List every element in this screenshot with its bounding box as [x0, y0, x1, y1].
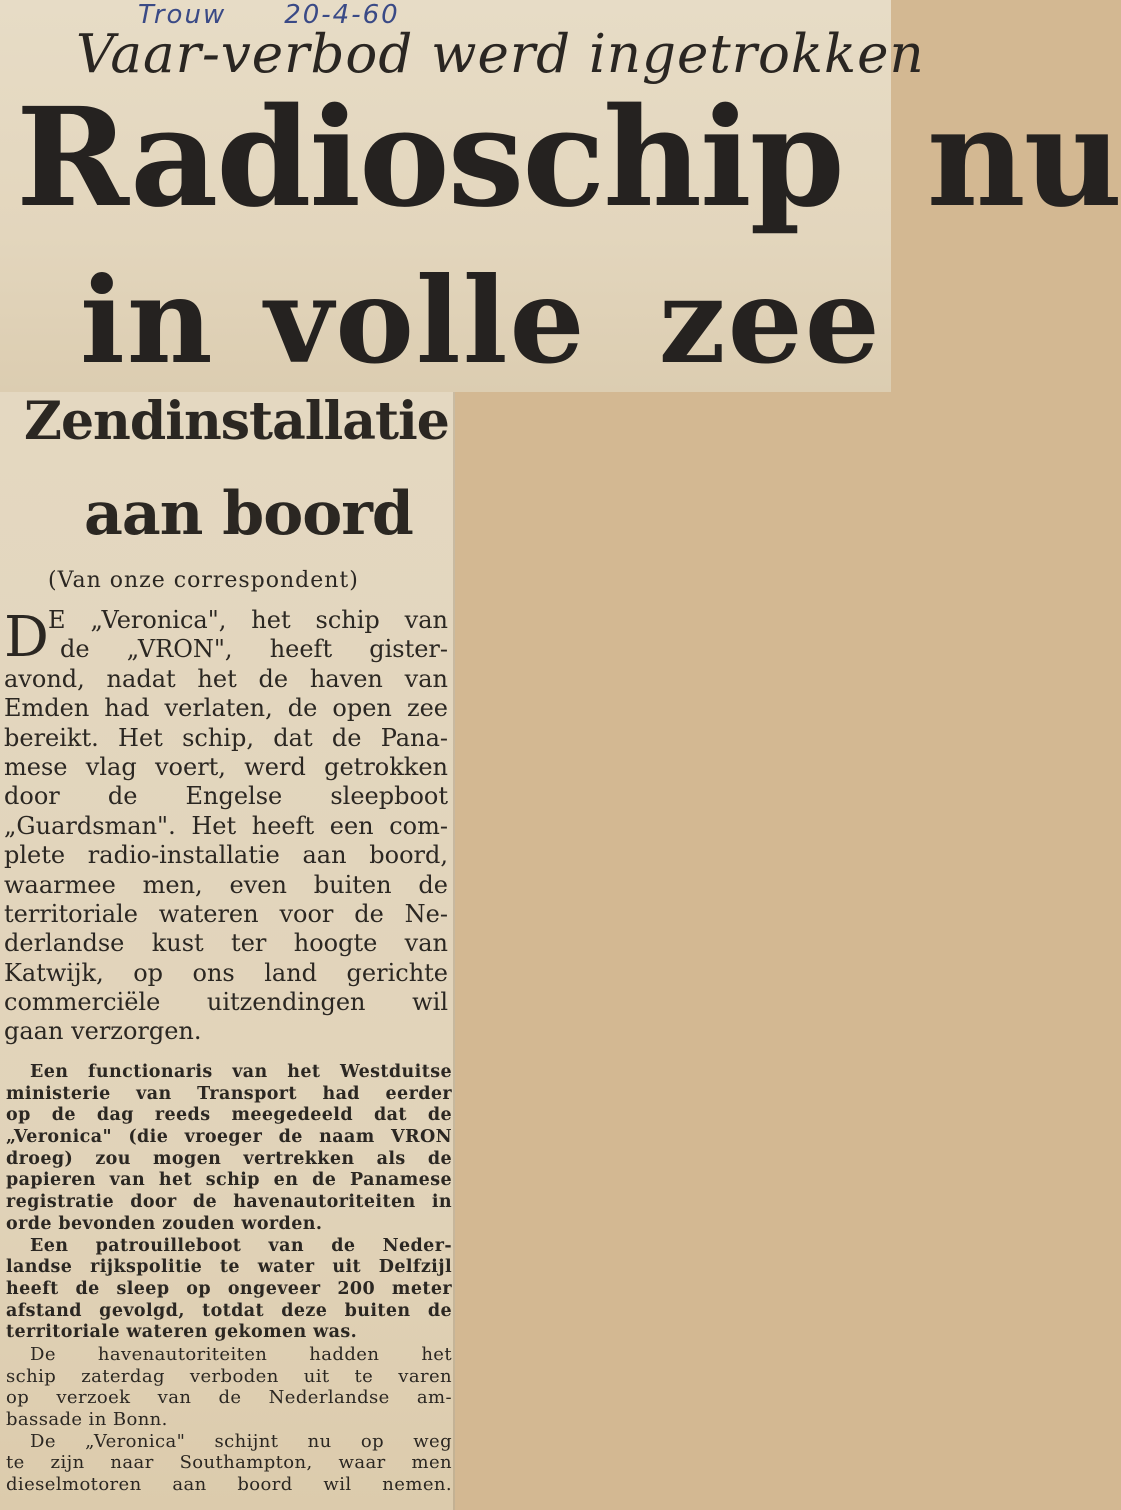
body-line: op verzoek van de Nederlandse am- [6, 1387, 452, 1409]
headline-word: volle [264, 251, 587, 390]
article-column [0, 392, 455, 1510]
body-line: „Veronica" (die vroeger de naam VRON [6, 1127, 452, 1148]
lead-line: E „Veronica", het schip van [48, 606, 448, 634]
lead-line: plete radio-installatie aan boord, [4, 841, 448, 870]
body-line: papieren van het schip en de Panamese [6, 1170, 452, 1191]
drop-cap: D [4, 605, 49, 670]
kicker-headline: Vaar-verbod werd ingetrokken [76, 24, 925, 85]
body-line: ministerie van Transport had eerder [6, 1083, 452, 1104]
body-line: De havenautoriteiten hadden het [30, 1343, 452, 1365]
body-line: heeft de sleep op ongeveer 200 meter [6, 1278, 452, 1299]
main-headline-line1 [16, 78, 1121, 238]
lead-line: Katwijk, op ons land gerichte [4, 958, 448, 987]
body-line: landse rijkspolitie te water uit Delfzijl [6, 1257, 452, 1278]
blank-area [455, 392, 891, 1510]
headline-word: zee [658, 251, 882, 390]
body-line: droeg) zou mogen vertrekken als de [6, 1148, 452, 1169]
body-line: territoriale wateren gekomen was. [6, 1322, 358, 1343]
lead-line: waarmee men, even buiten de [4, 870, 448, 899]
body-line: orde bevonden zouden worden. [6, 1213, 323, 1234]
body-line: dieselmotoren aan boord wil nemen. [6, 1474, 452, 1496]
lead-line: bereikt. Het schip, dat de Pana- [4, 723, 448, 752]
subheadline-line2: aan boord [84, 479, 413, 549]
lead-line: Emden had verlaten, de open zee [4, 694, 448, 723]
byline: (Van onze correspondent) [48, 568, 359, 593]
body-line: De „Veronica" schijnt nu op weg [30, 1430, 452, 1452]
lead-line: „Guardsman". Het heeft een com- [4, 811, 448, 840]
subheadline-line1: Zendinstallatie [24, 391, 449, 452]
lead-line: door de Engelse sleepboot [4, 782, 448, 811]
lead-line: commerciële uitzendingen wil [4, 988, 448, 1017]
headline-word: in [80, 251, 215, 390]
body-line: op de dag reeds meegedeeld dat de [6, 1105, 452, 1126]
headline-banner [0, 0, 1121, 392]
body-text [6, 1062, 452, 1496]
lead-paragraph [4, 606, 448, 1047]
handwritten-date: 20-4-60 [284, 0, 400, 30]
headline-word: Radioschip [16, 78, 843, 238]
lead-line: mese vlag voert, werd getrokken [4, 752, 448, 781]
lead-line: avond, nadat het de haven van [4, 664, 448, 693]
body-line: Een functionaris van het Westduitse [30, 1062, 452, 1082]
lead-line: derlandse kust ter hoogte van [4, 929, 448, 958]
headline-word: nu [926, 78, 1121, 238]
main-headline-line2 [80, 251, 882, 390]
body-line: te zijn naar Southampton, waar men [6, 1452, 452, 1474]
lead-line: gaan verzorgen. [4, 1017, 202, 1046]
body-line: registratie door de havenautoriteiten in [6, 1192, 452, 1213]
lead-line: territoriale wateren voor de Ne- [4, 899, 448, 928]
body-line: schip zaterdag verboden uit te varen [6, 1365, 452, 1387]
body-line: Een patrouilleboot van de Neder- [30, 1235, 452, 1256]
lead-line: de „VRON", heeft gister- [60, 635, 448, 664]
body-line: bassade in Bonn. [6, 1409, 168, 1430]
handwritten-source: Trouw [138, 0, 227, 30]
column-edge [453, 392, 455, 1510]
body-line: afstand gevolgd, totdat deze buiten de [6, 1300, 452, 1321]
